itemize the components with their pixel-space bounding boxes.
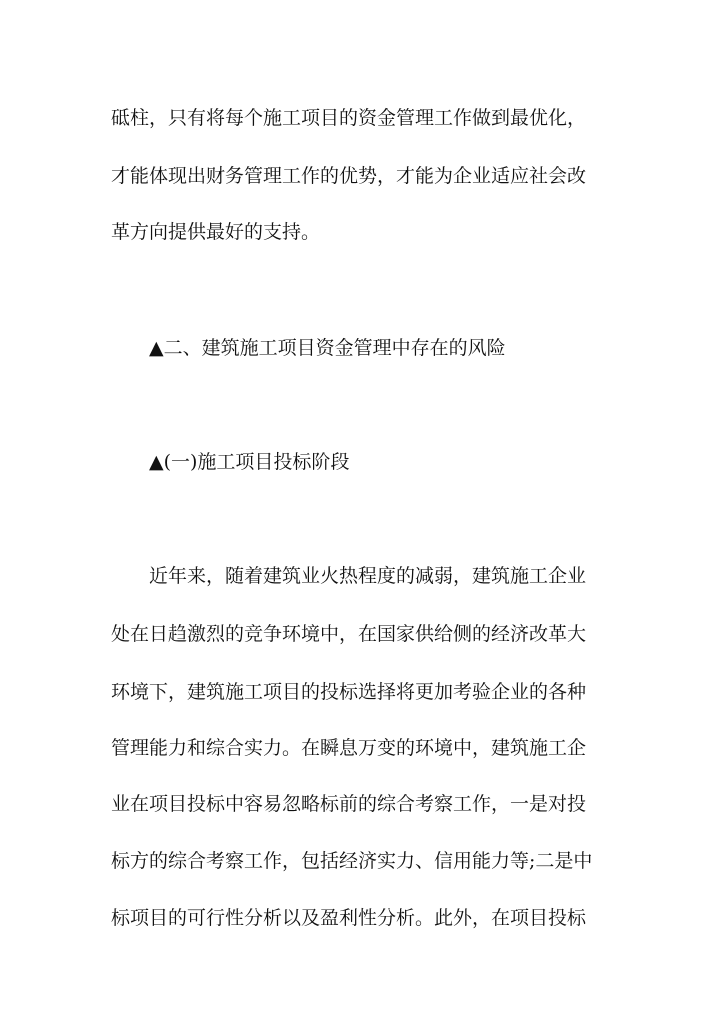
section-heading: ▲二、建筑施工项目资金管理中存在的风险 <box>149 337 506 359</box>
paragraph-intro-line-2: 才能体现出财务管理工作的优势，才能为企业适应社会改 <box>111 165 587 187</box>
paragraph-intro-line-1: 砥柱，只有将每个施工项目的资金管理工作做到最优化， <box>111 107 587 129</box>
paragraph-bidding-line-1: 近年来，随着建筑业火热程度的减弱，建筑施工企业 <box>149 565 587 587</box>
paragraph-bidding-line-5: 业在项目投标中容易忽略标前的综合考察工作，一是对投 <box>111 793 587 815</box>
paragraph-bidding-line-6: 标方的综合考察工作，包括经济实力、信用能力等;二是中 <box>111 850 593 872</box>
subsection-heading: ▲(一)施工项目投标阶段 <box>149 451 350 473</box>
paragraph-bidding-line-2: 处在日趋激烈的竞争环境中，在国家供给侧的经济改革大 <box>111 623 587 645</box>
paragraph-bidding-line-4: 管理能力和综合实力。在瞬息万变的环境中，建筑施工企 <box>111 737 587 759</box>
paragraph-bidding-line-7: 标项目的可行性分析以及盈利性分析。此外，在项目投标 <box>111 907 587 929</box>
paragraph-intro-line-3: 革方向提供最好的支持。 <box>111 221 321 243</box>
paragraph-bidding-line-3: 环境下，建筑施工项目的投标选择将更加考验企业的各种 <box>111 681 587 703</box>
